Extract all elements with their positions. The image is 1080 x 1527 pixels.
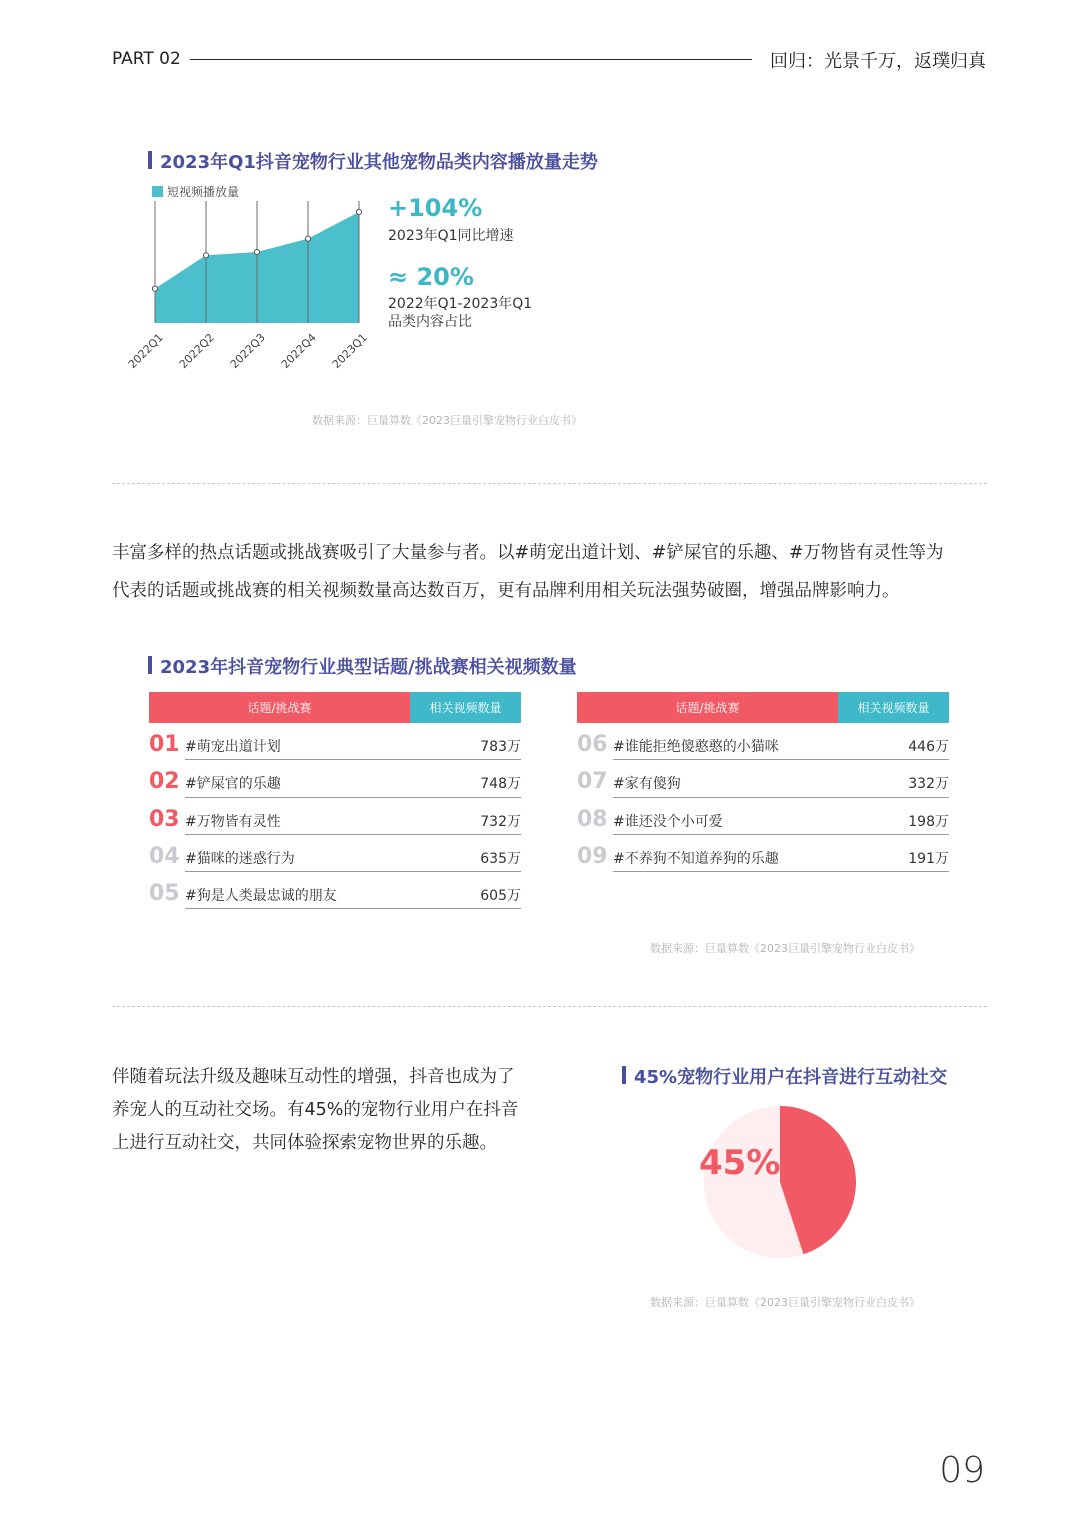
video-count: 605万 <box>480 888 521 905</box>
table-header <box>149 692 521 723</box>
rank-number: 01 <box>149 732 180 757</box>
table-source: 数据来源：巨量算数《2023巨量引擎宠物行业白皮书》 <box>650 942 920 955</box>
area-chart <box>140 195 380 330</box>
stat-growth-value: +104% <box>388 194 483 222</box>
video-count: 332万 <box>908 776 949 793</box>
ranking-table-left <box>149 692 521 909</box>
col-count-header: 相关视频数量 <box>410 692 521 723</box>
table-header <box>577 692 949 723</box>
table-row <box>577 760 949 797</box>
table-row <box>149 760 521 797</box>
table-row <box>577 835 949 872</box>
stat-growth-label: 2023年Q1同比增速 <box>388 228 514 244</box>
topic-name: #萌宠出道计划 <box>185 739 281 755</box>
x-tick-label: 2023Q1 <box>329 331 370 372</box>
video-count: 732万 <box>480 813 521 830</box>
data-point <box>203 253 208 258</box>
chart1-title: 2023年Q1抖音宠物行业其他宠物品类内容播放量走势 <box>148 148 598 174</box>
table-row <box>149 798 521 835</box>
col-topic-header: 话题/挑战赛 <box>149 692 410 723</box>
row-rule <box>185 908 521 909</box>
stat-share-label-1: 2022年Q1-2023年Q1 <box>388 296 533 312</box>
rank-number: 07 <box>577 769 608 795</box>
video-count: 446万 <box>908 739 949 755</box>
rank-number: 09 <box>577 843 608 869</box>
rank-number: 02 <box>149 769 180 795</box>
topic-name: #谁能拒绝傻憨憨的小猫咪 <box>613 739 779 755</box>
paragraph-line-1: 丰富多样的热点话题或挑战赛吸引了大量参与者。以#萌宠出道计划、#铲屎官的乐趣、#万物皆有灵性等为 <box>112 543 944 563</box>
table-row <box>149 872 521 909</box>
x-tick-label: 2022Q1 <box>125 331 166 372</box>
rank-number: 03 <box>149 806 180 832</box>
header-rule <box>190 59 752 60</box>
legend-label: 短视频播放量 <box>167 185 240 199</box>
video-count: 783万 <box>480 739 521 755</box>
rank-number: 08 <box>577 806 608 832</box>
topic-name: #猫咪的迷惑行为 <box>185 850 295 867</box>
table-row <box>149 835 521 872</box>
table-rows <box>577 723 949 872</box>
topic-name: #铲屎官的乐趣 <box>185 776 281 793</box>
topic-name: #不养狗不知道养狗的乐趣 <box>613 850 779 867</box>
page-number: 09 <box>939 1450 985 1491</box>
col-count-header: 相关视频数量 <box>838 692 949 723</box>
x-tick-label: 2022Q2 <box>176 331 217 372</box>
table-row <box>577 798 949 835</box>
chart1-source: 数据来源：巨量算数《2023巨量引擎宠物行业白皮书》 <box>312 414 582 427</box>
pie-source: 数据来源：巨量算数《2023巨量引擎宠物行业白皮书》 <box>650 1296 920 1309</box>
table-title: 2023年抖音宠物行业典型话题/挑战赛相关视频数量 <box>148 653 577 679</box>
topic-name: #狗是人类最忠诚的朋友 <box>185 888 337 905</box>
video-count: 191万 <box>908 850 949 867</box>
paragraph-line-2: 代表的话题或挑战赛的相关视频数量高达数百万，更有品牌利用相关玩法强势破圈，增强品牌影响力。 <box>112 581 900 601</box>
row-rule <box>613 871 949 872</box>
rank-number: 06 <box>577 732 608 757</box>
chapter-title: 回归：光景千万，返璞归真 <box>770 51 986 72</box>
table-rows <box>149 723 521 909</box>
video-count: 748万 <box>480 776 521 793</box>
x-tick-label: 2022Q3 <box>227 331 268 372</box>
divider <box>112 483 987 484</box>
stat-share-label-2: 品类内容占比 <box>388 314 472 330</box>
part-label: PART 02 <box>112 49 181 69</box>
topic-name: #家有傻狗 <box>613 776 681 793</box>
pie-title: 45%宠物行业用户在抖音进行互动社交 <box>622 1063 947 1089</box>
divider <box>112 1006 987 1007</box>
stat-share-value: ≈ 20% <box>388 263 474 291</box>
data-point <box>305 236 310 241</box>
rank-number: 04 <box>149 843 180 869</box>
data-point <box>356 209 361 214</box>
col-topic-header: 话题/挑战赛 <box>577 692 838 723</box>
paragraph2-line-1: 伴随着玩法升级及趣味互动性的增强，抖音也成为了 <box>112 1067 515 1087</box>
pie-label: 45% <box>699 1143 781 1183</box>
table-row <box>149 723 521 760</box>
paragraph2-line-3: 上进行互动社交，共同体验探索宠物世界的乐趣。 <box>112 1133 497 1153</box>
data-point <box>152 286 157 291</box>
video-count: 635万 <box>480 850 521 867</box>
video-count: 198万 <box>908 813 949 830</box>
rank-number: 05 <box>149 881 180 907</box>
table-row <box>577 723 949 760</box>
paragraph2-line-2: 养宠人的互动社交场。有45%的宠物行业用户在抖音 <box>112 1100 519 1120</box>
data-point <box>254 249 259 254</box>
topic-name: #谁还没个小可爱 <box>613 813 723 830</box>
ranking-table-right <box>577 692 949 872</box>
topic-name: #万物皆有灵性 <box>185 813 281 830</box>
x-tick-label: 2022Q4 <box>278 331 319 372</box>
